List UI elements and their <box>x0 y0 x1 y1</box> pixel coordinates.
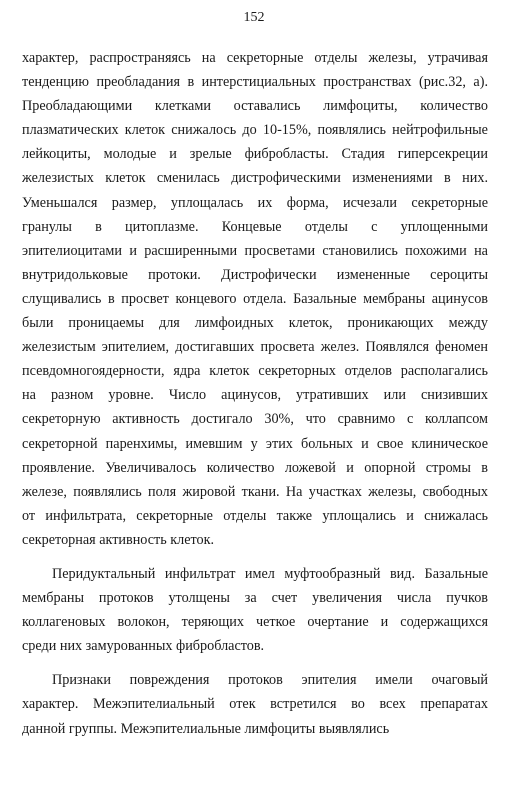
text-line: лейкоциты, молодые и зрелые фибробласты. Стадия гиперсекреции <box>22 146 488 163</box>
text-line: слущивались в просвет концевого отдела. Базальные мембраны ацинусов <box>22 290 488 307</box>
paragraph <box>22 562 488 658</box>
paragraph-gap <box>22 552 488 562</box>
text-line: секреторную активность достигало 30%, что сравнимо с коллапсом <box>22 411 488 428</box>
text-line: характер, распространяясь на секреторные отделы железы, утрачивая <box>22 50 488 66</box>
text-line: мембраны протоков утолщены за счет увеличения числа пучков <box>22 590 488 607</box>
text-line: железе, появлялись поля жировой ткани. На участках железы, свободных <box>22 483 488 500</box>
text-line: проявление. Увеличивалось количество ложевой и опорной стромы в <box>22 459 488 476</box>
text-line: Уменьшался размер, уплощалась их форма, исчезали секреторные <box>22 194 488 211</box>
text-line: псевдомногоядерности, ядра клеток секреторных отделов располагались <box>22 363 488 380</box>
text-line: железистых клеток сменилась дистрофическими изменениями в них. <box>22 170 488 187</box>
page-number: 152 <box>243 10 265 25</box>
text-line: от инфильтрата, секреторные отделы также уплощались и снижалась <box>22 507 488 524</box>
body-text <box>22 46 488 741</box>
text-line: эпителиоцитами и расширенными просветами становились похожими на <box>22 242 488 259</box>
text-line: тенденцию преобладания в интерстициальных пространствах (рис.32, а). <box>22 74 488 91</box>
text-line: секреторной паренхимы, имевшим у этих больных и свое клиническое <box>22 435 488 452</box>
text-line: внутридольковые протоки. Дистрофически измененные сероциты <box>22 266 488 283</box>
text-line: были проницаемы для лимфоидных клеток, проникающих между <box>22 315 488 332</box>
text-line: коллагеновых волокон, теряющих четкое очертание и содержащихся <box>22 614 488 631</box>
text-line: среди них замурованных фибробластов. <box>22 638 265 655</box>
text-line: Перидуктальный инфильтрат имел муфтообразный вид. Базальные <box>52 565 488 582</box>
text-line: характер. Межэпителиальный отек встретился во всех препаратах <box>22 696 488 713</box>
text-line: плазматических клеток снижалось до 10-15%, появлялись нейтрофильные <box>22 122 488 139</box>
paragraph <box>22 46 488 552</box>
text-line: Преобладающими клетками оставались лимфоциты, количество <box>22 98 488 115</box>
paragraph-gap <box>22 658 488 668</box>
text-line: гранулы в цитоплазме. Концевые отделы с уплощенными <box>22 218 488 235</box>
text-line: на разном уровне. Число ацинусов, утративших или снизивших <box>22 387 488 404</box>
text-line: секреторная активность клеток. <box>22 531 215 548</box>
text-line: Признаки повреждения протоков эпителия имели очаговый <box>52 672 488 689</box>
text-line: данной группы. Межэпителиальные лимфоциты выявлялись <box>22 720 390 737</box>
paragraph <box>22 668 488 740</box>
text-line: железистым эпителием, достигавших просвета желез. Появлялся феномен <box>22 339 488 356</box>
